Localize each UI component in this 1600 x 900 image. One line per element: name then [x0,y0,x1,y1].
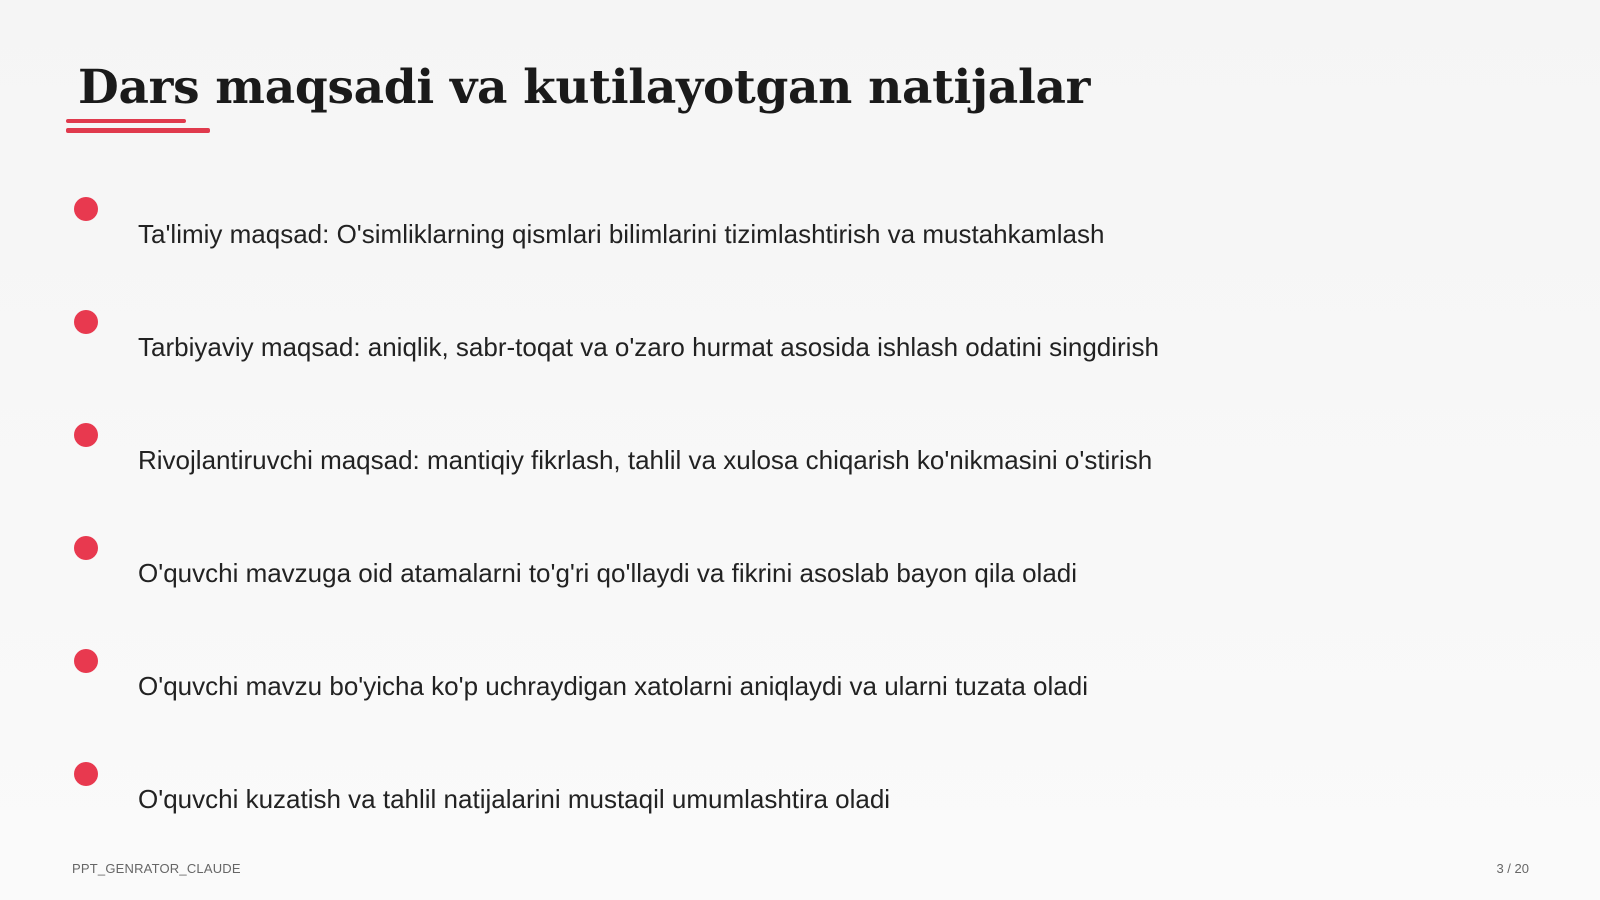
slide-title: Dars maqsadi va kutilayotgan natijalar [78,60,1091,115]
bullet-dot-icon [74,762,98,786]
bullet-item [0,310,1600,370]
bullet-text: O'quvchi mavzuga oid atamalarni to'g'ri qo'llaydi va fikrini asoslab bayon qila oladi [138,558,1078,588]
bullet-item [0,423,1600,483]
bullet-dot-icon [74,423,98,447]
bullet-item [0,762,1600,822]
bullet-text: Rivojlantiruvchi maqsad: mantiqiy fikrlash, tahlil va xulosa chiqarish ko'nikmasini o'stirish [138,445,1153,475]
page-indicator: 3 / 20 [1496,861,1529,876]
bullet-text: O'quvchi kuzatish va tahlil natijalarini mustaqil umumlashtira oladi [138,784,891,814]
bullet-dot-icon [74,197,98,221]
bullet-text: O'quvchi mavzu bo'yicha ko'p uchraydigan xatolarni aniqlaydi va ularni tuzata oladi [138,671,1088,701]
bullet-item [0,649,1600,709]
footer-brand: PPT_GENRATOR_CLAUDE [72,861,241,876]
bullet-dot-icon [74,536,98,560]
bullet-dot-icon [74,310,98,334]
bullet-text: Tarbiyaviy maqsad: aniqlik, sabr-toqat va o'zaro hurmat asosida ishlash odatini singdirish [138,332,1159,362]
bullet-item [0,536,1600,596]
bullet-item [0,197,1600,257]
bullet-dot-icon [74,649,98,673]
bullet-text: Ta'limiy maqsad: O'simliklarning qismlari bilimlarini tizimlashtirish va mustahkamlash [138,219,1105,249]
